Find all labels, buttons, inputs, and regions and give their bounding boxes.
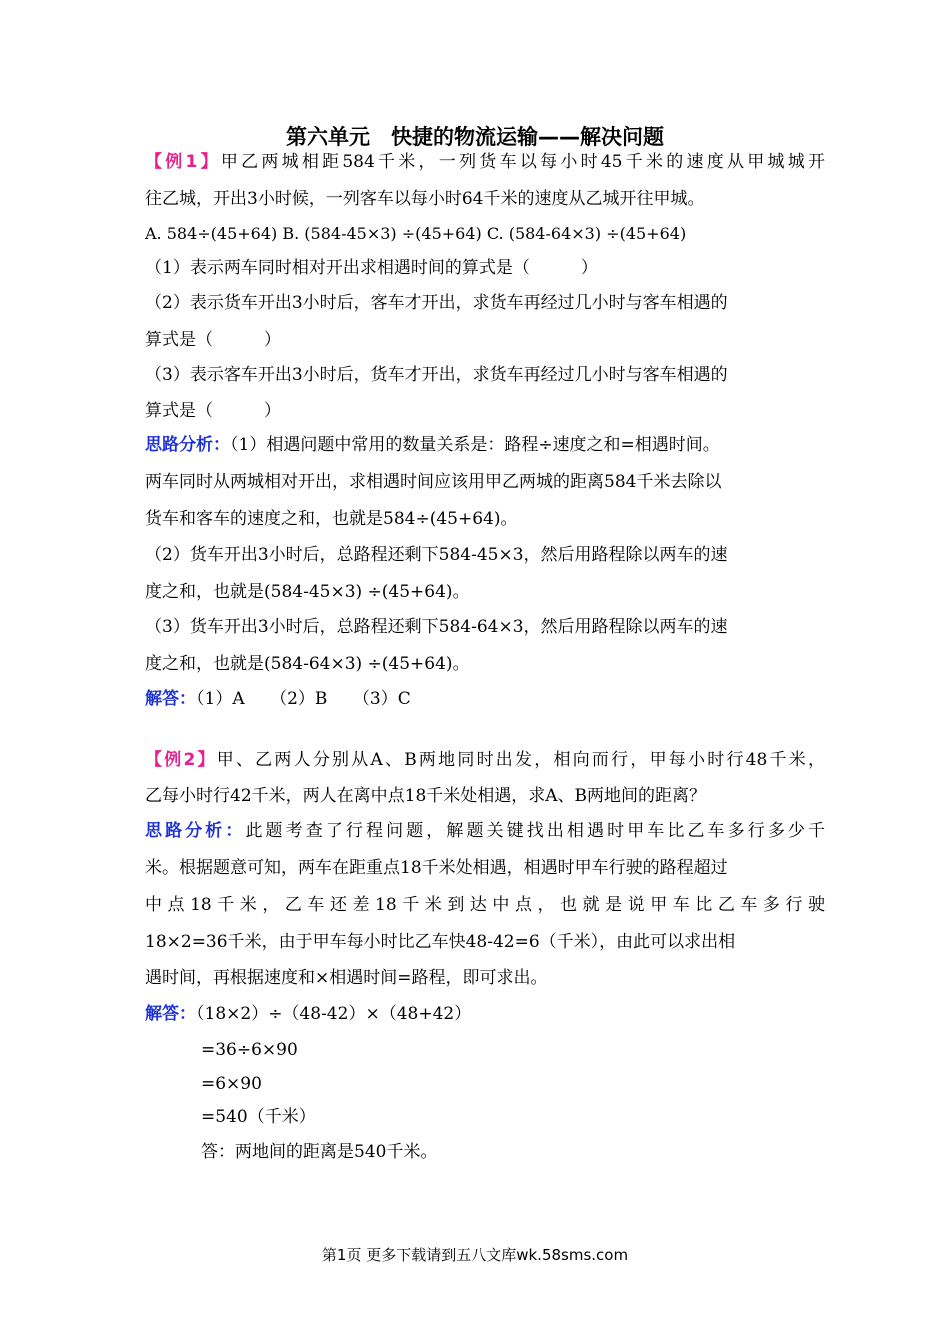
ex2-analysis-line-4: 18×2=36千米，由于甲车每小时比乙车快48-42=6（千米），由此可以求出相	[145, 932, 736, 952]
ex2-answer-label: 解答：	[145, 1004, 196, 1024]
ex2-solution-step-4: =540（千米）	[201, 1107, 316, 1127]
ex2-solution-step-3: =6×90	[201, 1074, 262, 1094]
ex1-part-2-line-1: （2）表示货车开出3小时后，客车才开出，求货车再经过几小时与客车相遇的	[145, 293, 728, 313]
ex1-part-2-line-2: 算式是（ ）	[145, 330, 281, 350]
ex2-answer-line-1: 解答：（18×2）÷（48-42）×（48+42）	[145, 1004, 472, 1024]
ex1-answer-label: 解答：	[145, 689, 196, 709]
ex1-part-1: （1）表示两车同时相对开出求相遇时间的算式是（ ）	[145, 258, 598, 278]
ex1-analysis-label: 思路分析：	[145, 435, 230, 455]
ex1-analysis-line-2: 两车同时从两城相对开出，求相遇时间应该用甲乙两城的距离584千米去除以	[145, 472, 722, 492]
ex1-answer: 解答：（1）A （2）B （3）C	[145, 689, 411, 709]
ex1-question-line-1: 【例1】甲乙两城相距584千米，一列货车以每小时45千米的速度从甲城城开	[145, 152, 825, 172]
ex2-analysis-line-1: 思路分析：此题考查了行程问题，解题关键找出相遇时甲车比乙车多行多少千	[145, 821, 826, 841]
ex1-options: A. 584÷(45+64) B. (584-45×3) ÷(45+64) C. (584-64×3) ÷(45+64)	[145, 224, 687, 243]
ex1-analysis-line-5: 度之和，也就是(584-45×3) ÷(45+64)。	[145, 582, 470, 602]
ex1-analysis-line-6: （3）货车开出3小时后，总路程还剩下584-64×3，然后用路程除以两车的速	[145, 617, 728, 637]
ex1-part-3-line-2: 算式是（ ）	[145, 401, 281, 421]
ex1-part-3-line-1: （3）表示客车开出3小时后，货车才开出，求货车再经过几小时与客车相遇的	[145, 365, 728, 385]
ex2-question-line-1: 【例2】甲、乙两人分别从A、B两地同时出发，相向而行，甲每小时行48千米，	[145, 750, 825, 770]
ex1-tag: 【例1】	[145, 152, 221, 172]
page-footer: 第1页 更多下载请到五八文库wk.58sms.com	[321, 1246, 629, 1264]
ex1-analysis-line-4: （2）货车开出3小时后，总路程还剩下584-45×3，然后用路程除以两车的速	[145, 545, 728, 565]
ex2-analysis-line-5: 遇时间，再根据速度和×相遇时间=路程，即可求出。	[145, 968, 548, 988]
ex2-analysis-line-2: 米。根据题意可知，两车在距重点18千米处相遇，相遇时甲车行驶的路程超过	[145, 858, 728, 878]
ex2-solution-step-2: =36÷6×90	[201, 1040, 298, 1060]
ex1-question-line-2: 往乙城，开出3小时候，一列客车以每小时64千米的速度从乙城开往甲城。	[145, 189, 705, 209]
ex2-question-line-2: 乙每小时行42千米，两人在离中点18千米处相遇，求A、B两地间的距离？	[145, 786, 707, 806]
ex1-analysis-line-3: 货车和客车的速度之和，也就是584÷(45+64)。	[145, 509, 518, 529]
ex2-analysis-label: 思路分析：	[145, 821, 246, 841]
ex2-final-answer: 答：两地间的距离是540千米。	[201, 1142, 438, 1162]
ex2-analysis-line-3: 中点18千米，乙车还差18千米到达中点，也就是说甲车比乙车多行驶	[145, 895, 825, 915]
page-title: 第六单元 快捷的物流运输——解决问题	[286, 125, 664, 149]
ex2-tag: 【例2】	[145, 750, 217, 770]
ex1-analysis-line-1: 思路分析：（1）相遇问题中常用的数量关系是：路程÷速度之和=相遇时间。	[145, 435, 720, 455]
ex1-analysis-line-7: 度之和，也就是(584-64×3) ÷(45+64)。	[145, 654, 470, 674]
